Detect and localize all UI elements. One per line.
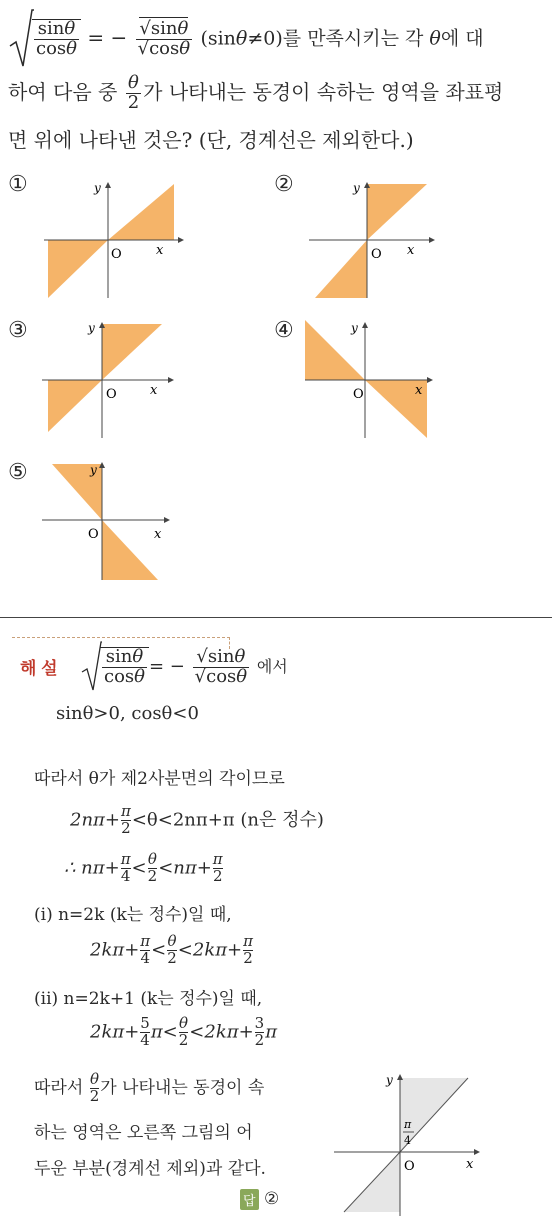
svg-text:O: O — [353, 387, 364, 402]
choice-1-graph[interactable] — [38, 180, 188, 305]
svg-text:x: x — [415, 383, 423, 398]
choice-1-label[interactable]: ① — [8, 172, 28, 197]
solution-line-eq: $\frac{\sin\theta}{\cos\theta}$ = − $\frac{√\sin\theta}{√\cos\theta}$ 에서 — [80, 640, 288, 694]
svg-text:y: y — [90, 463, 97, 477]
section-divider — [0, 617, 552, 618]
svg-text:O: O — [106, 387, 117, 402]
svg-text:y: y — [88, 321, 95, 335]
solution-ineq: sinθ>0, cosθ<0 — [56, 703, 199, 724]
solution-final-3: 두운 부분(경계선 제외)과 같다. — [34, 1159, 266, 1179]
origin-label: O — [111, 247, 122, 262]
svg-text:π: π — [404, 1118, 412, 1131]
svg-text:x: x — [150, 383, 158, 398]
svg-text:x: x — [407, 243, 415, 258]
solution-case-1: (i) n=2k (k는 정수)일 때, — [34, 905, 232, 925]
solution-final-2: 하는 영역은 오른쪽 그림의 어 — [34, 1123, 253, 1143]
choice-3-graph[interactable] — [38, 320, 188, 445]
svg-text:y: y — [351, 321, 358, 335]
svg-text:O: O — [88, 527, 99, 542]
solution-final-1: 따라서 $\frac{\theta}{2}$ 가 나타내는 동경이 속 — [34, 1070, 265, 1105]
y-label: y — [94, 181, 101, 195]
solution-line-a: 따라서 θ가 제2사분면의 각이므로 — [34, 769, 285, 789]
shaded-region — [315, 240, 367, 298]
solution-line-d: 2kπ+ $\frac{\pi}{4}$ < $\frac{\theta}{2}$ <2kπ+ $\frac{\pi}{2}$ — [90, 932, 253, 967]
solution-case-2: (ii) n=2k+1 (k는 정수)일 때, — [34, 989, 263, 1009]
answer: 답 ② — [240, 1189, 279, 1210]
choice-5-label[interactable]: ⑤ — [8, 460, 28, 485]
solution-line-b: 2nπ+ $\frac{\pi}{2}$ <θ<2nπ+π (n은 정수) — [70, 802, 324, 837]
choice-4-graph[interactable] — [305, 320, 455, 445]
solution-label: 해 설 — [20, 659, 58, 678]
choice-4-label[interactable]: ④ — [274, 318, 294, 343]
svg-text:O: O — [371, 247, 382, 262]
answer-tag: 답 — [240, 1189, 259, 1210]
svg-text:x: x — [154, 527, 162, 542]
shaded-region — [48, 240, 108, 298]
shaded-region — [108, 184, 174, 240]
problem-line-2: 하여 다음 중 $\frac{\theta}{2}$ 가 나타내는 동경이 속하는 영역을 좌표평 — [8, 72, 504, 113]
svg-text:x: x — [466, 1157, 474, 1172]
solution-figure — [330, 1070, 490, 1220]
label-underline — [12, 637, 230, 638]
solution-line-e: 2kπ+ $\frac{5}{4}$ π< $\frac{\theta}{2}$ <2kπ+ $\frac{3}{2}$ π — [90, 1014, 278, 1049]
svg-text:O: O — [404, 1159, 415, 1174]
problem-line-3: 면 위에 나타낸 것은? (단, 경계선은 제외한다.) — [8, 128, 414, 152]
svg-text:4: 4 — [404, 1134, 411, 1147]
choice-3-label[interactable]: ③ — [8, 318, 28, 343]
svg-text:y: y — [353, 181, 360, 195]
problem-line-1: $\frac{\sin\theta}{\cos\theta}$ = − $\frac{√\sin\theta}{√\cos\theta}$ (sinθ≠0)를 만족시키는 각 θ에 대 — [8, 8, 484, 70]
shaded-region — [367, 184, 427, 240]
solution-line-c: ∴ nπ+ $\frac{\pi}{4}$ < $\frac{\theta}{2}$ <nπ+ $\frac{\pi}{2}$ — [64, 850, 223, 885]
radical-sign-icon — [8, 8, 34, 70]
x-label: x — [156, 243, 164, 258]
choice-2-graph[interactable] — [305, 180, 455, 305]
svg-text:y: y — [386, 1073, 393, 1087]
choice-2-label[interactable]: ② — [274, 172, 294, 197]
radical-sign-icon — [80, 640, 102, 694]
choice-5-graph[interactable] — [38, 462, 188, 587]
